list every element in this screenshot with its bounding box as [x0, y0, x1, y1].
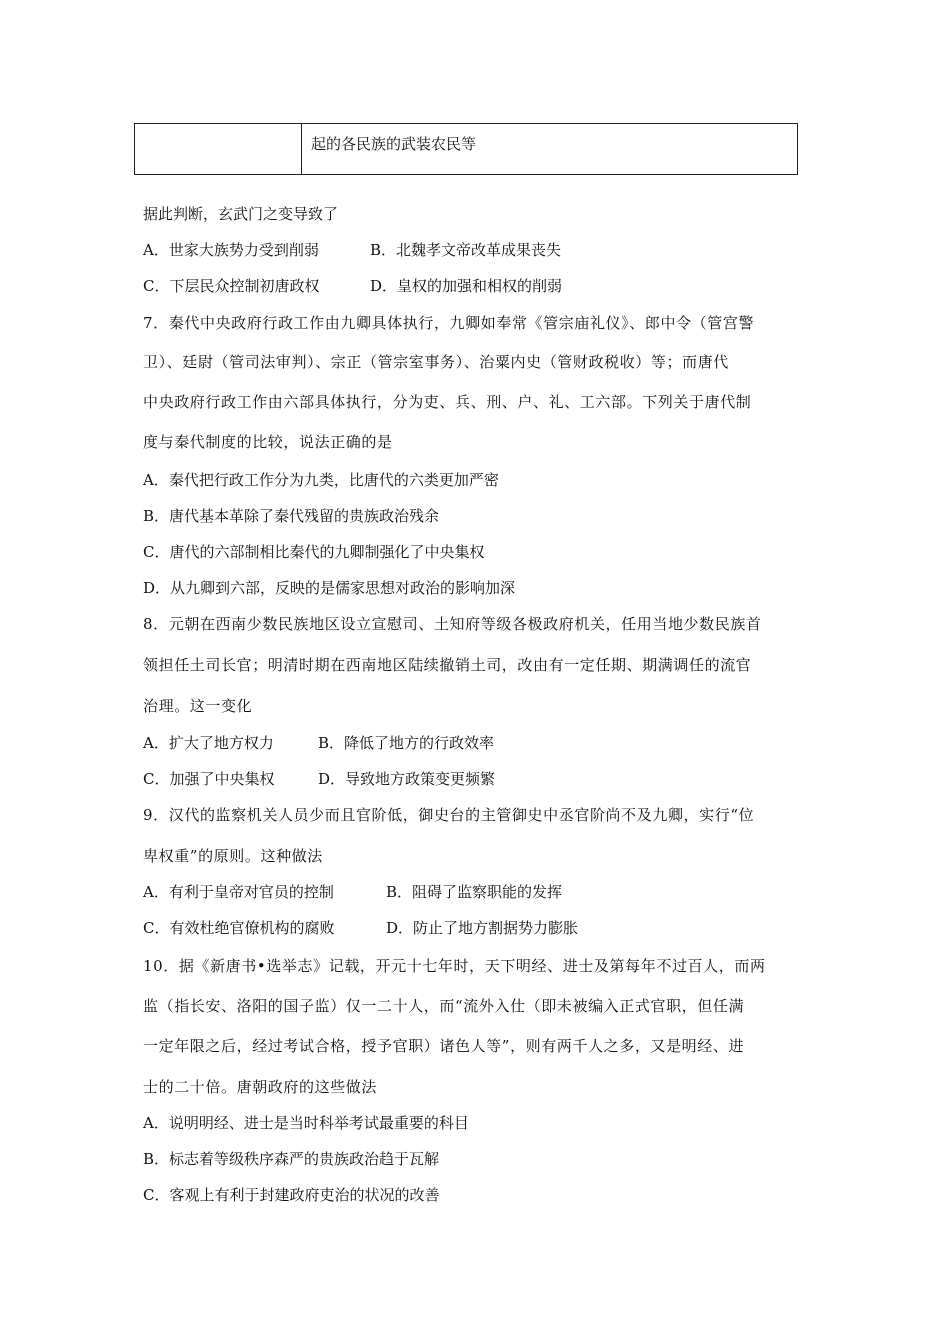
q8-option-b: B．降低了地方的行政效率 — [318, 734, 495, 752]
q10-line-3: 一定年限之后，经过考试合格，授予官职）诸色人等”，则有两千人之多，又是明经、进 — [143, 1037, 745, 1055]
table-cell-right: 起的各民族的武装农民等 — [311, 135, 477, 153]
q10-option-a: A．说明明经、进士是当时科举考试最重要的科目 — [143, 1114, 469, 1132]
q8-line-3: 治理。这一变化 — [143, 697, 253, 715]
q6-option-c: C．下层民众控制初唐政权 — [143, 277, 320, 295]
q7-option-d: D．从九卿到六部，反映的是儒家思想对政治的影响加深 — [143, 579, 516, 597]
q7-line-3: 中央政府行政工作由六部具体执行，分为吏、兵、刑、户、礼、工六部。下列关于唐代制 — [143, 393, 752, 411]
q8-option-d: D．导致地方政策变更频繁 — [318, 770, 496, 788]
q9-line-1: 9．汉代的监察机关人员少而且官阶低，御史台的主管御史中丞官阶尚不及九卿，实行“位 — [143, 806, 755, 824]
q7-option-c: C．唐代的六部制相比秦代的九卿制强化了中央集权 — [143, 543, 485, 561]
q6-option-a: A．世家大族势力受到削弱 — [143, 241, 319, 259]
q9-option-a: A．有利于皇帝对官员的控制 — [143, 883, 334, 901]
q8-option-a: A．扩大了地方权力 — [143, 734, 274, 752]
q7-line-2: 卫）、廷尉（管司法审判）、宗正（管宗室事务）、治粟内史（管财政税收）等；而唐代 — [143, 353, 729, 371]
q8-option-c: C．加强了中央集权 — [143, 770, 275, 788]
q6-option-b: B．北魏孝文帝改革成果丧失 — [370, 241, 562, 259]
q9-option-d: D．防止了地方割据势力膨胀 — [386, 919, 579, 937]
q8-line-1: 8．元朝在西南少数民族地区设立宣慰司、土知府等级各极政府机关，任用当地少数民族首 — [143, 615, 762, 633]
q9-option-b: B．阻碍了监察职能的发挥 — [386, 883, 563, 901]
q9-line-2: 卑权重”的原则。这种做法 — [143, 847, 323, 865]
q6-stem: 据此判断，玄武门之变导致了 — [143, 205, 339, 223]
q10-line-1: 10．据《新唐书•选举志》记载，开元十七年时，天下明经、进士及第每年不过百人，而两 — [143, 957, 766, 975]
q6-option-d: D．皇权的加强和相权的削弱 — [370, 277, 563, 295]
table-fragment — [134, 123, 798, 175]
q7-option-a: A．秦代把行政工作分为九类，比唐代的六类更加严密 — [143, 471, 499, 489]
q10-option-b: B．标志着等级秩序森严的贵族政治趋于瓦解 — [143, 1150, 440, 1168]
q10-line-2: 监（指长安、洛阳的国子监）仅一二十人，而“流外入仕（即未被编入正式官职，但任满 — [143, 997, 745, 1015]
q10-line-4: 士的二十倍。唐朝政府的这些做法 — [143, 1078, 378, 1096]
q10-option-c: C．客观上有利于封建政府吏治的状况的改善 — [143, 1186, 440, 1204]
q7-line-1: 7．秦代中央政府行政工作由九卿具体执行，九卿如奉常《管宗庙礼仪》、郎中令（管宫警 — [143, 314, 755, 332]
q7-line-4: 度与秦代制度的比较，说法正确的是 — [143, 433, 393, 451]
table-cell-left — [135, 124, 302, 174]
q7-option-b: B．唐代基本革除了秦代残留的贵族政治残余 — [143, 507, 440, 525]
q8-line-2: 领担任土司长官；明清时期在西南地区陆续撤销土司，改由有一定任期、期满调任的流官 — [143, 656, 752, 674]
q9-option-c: C．有效杜绝官僚机构的腐败 — [143, 919, 335, 937]
